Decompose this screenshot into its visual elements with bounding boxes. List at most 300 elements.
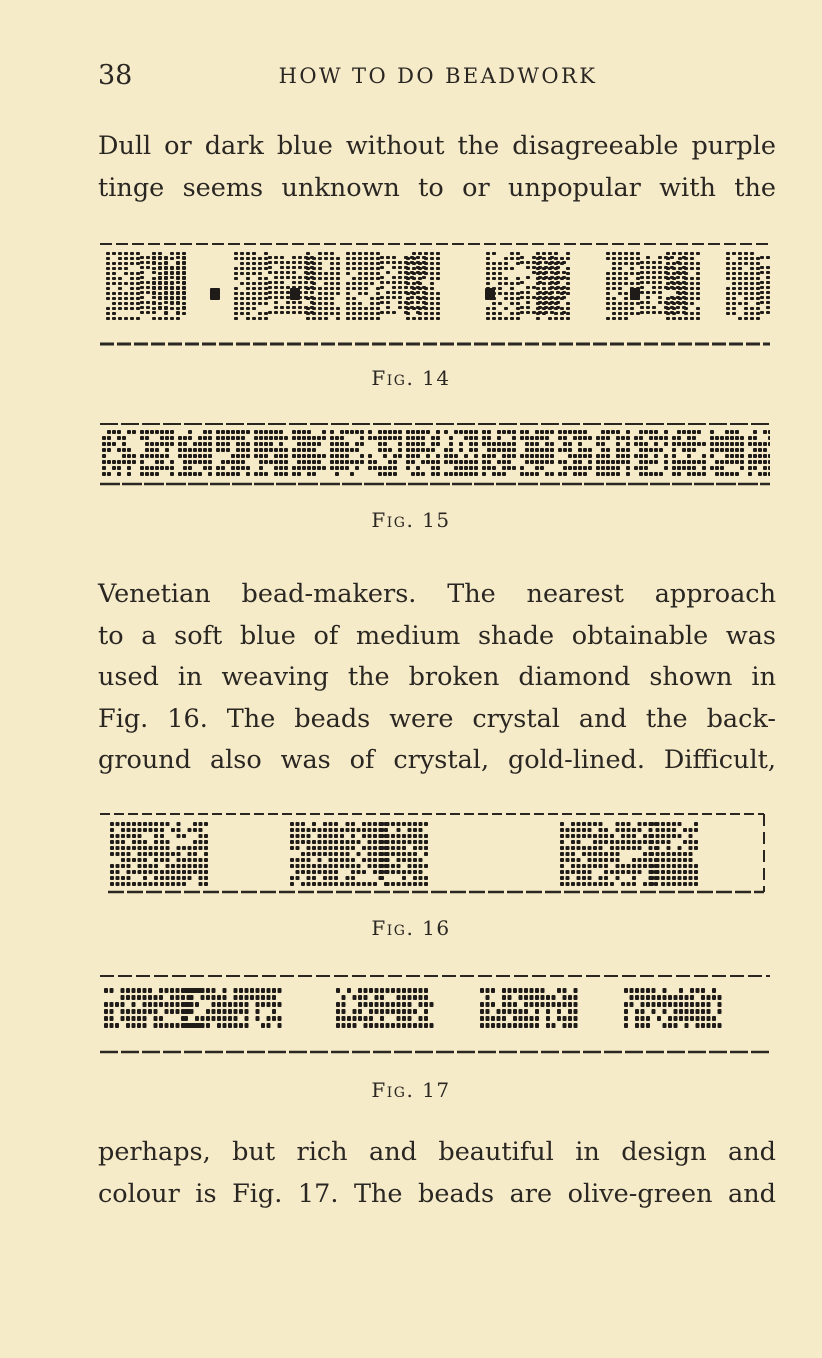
bead	[618, 292, 622, 295]
bead	[606, 472, 610, 476]
bead	[636, 257, 640, 260]
bead	[571, 858, 575, 862]
bead	[542, 267, 546, 270]
bead	[146, 266, 150, 269]
bead	[540, 436, 544, 440]
bead	[486, 312, 490, 315]
bead	[127, 834, 131, 838]
bead	[137, 995, 141, 1000]
bead	[140, 472, 144, 476]
bead	[485, 288, 495, 300]
bead	[362, 822, 366, 826]
bead	[336, 988, 340, 993]
bead	[732, 312, 736, 315]
bead	[106, 267, 110, 270]
bead	[616, 448, 620, 452]
bead	[292, 281, 296, 284]
bead	[145, 472, 149, 476]
bead	[563, 988, 567, 993]
bead	[152, 317, 156, 320]
bead	[639, 448, 643, 452]
bead	[624, 1009, 628, 1014]
bead	[696, 317, 700, 320]
bead	[140, 436, 144, 440]
bead	[318, 277, 322, 280]
bead	[104, 1009, 108, 1014]
bead	[582, 822, 586, 826]
bead	[398, 276, 402, 279]
bead	[583, 472, 587, 476]
bead	[658, 281, 662, 284]
bead	[364, 317, 368, 320]
bead	[373, 822, 377, 826]
bead	[725, 430, 729, 434]
bead	[652, 988, 656, 993]
figure-16-caption: Fig. 16	[371, 916, 451, 940]
bead	[107, 460, 111, 464]
bead	[573, 430, 577, 434]
bead	[486, 257, 490, 260]
bead	[392, 281, 396, 284]
bead	[535, 454, 539, 458]
bead	[486, 307, 490, 310]
bead	[258, 282, 262, 285]
bead	[380, 864, 384, 868]
bead	[636, 282, 640, 285]
bead	[710, 448, 714, 452]
bead	[588, 882, 592, 886]
bead	[612, 307, 616, 310]
bead	[329, 822, 333, 826]
bead	[258, 312, 262, 315]
bead	[606, 454, 610, 458]
bead	[413, 864, 417, 868]
bead	[626, 448, 630, 452]
bead	[195, 1016, 199, 1021]
bead	[335, 472, 339, 476]
text-line: to a soft blue of medium shade obtainable was	[98, 620, 776, 651]
bead	[212, 988, 216, 993]
bead	[368, 858, 372, 862]
bead	[130, 282, 134, 285]
bead	[199, 822, 203, 826]
bead	[380, 311, 384, 314]
bead	[226, 436, 230, 440]
bead	[216, 466, 220, 470]
bead	[206, 995, 210, 1000]
bead	[330, 454, 334, 458]
bead	[112, 252, 116, 255]
bead	[148, 1009, 152, 1014]
bead	[413, 846, 417, 850]
bead	[112, 317, 116, 320]
bead	[364, 292, 368, 295]
bead	[358, 1016, 362, 1021]
bead	[542, 272, 546, 275]
bead	[611, 460, 615, 464]
bead	[402, 840, 406, 844]
bead	[744, 307, 748, 310]
bead	[170, 307, 174, 310]
bead	[726, 272, 730, 275]
bead	[406, 272, 410, 275]
bead	[245, 1002, 249, 1007]
bead	[160, 858, 164, 862]
bead	[345, 466, 349, 470]
bead	[292, 448, 296, 452]
bead	[138, 882, 142, 886]
bead	[535, 1023, 539, 1028]
bead	[646, 1002, 650, 1007]
bead	[335, 460, 339, 464]
bead	[193, 828, 197, 832]
bead	[560, 876, 564, 880]
bead	[317, 460, 321, 464]
bead	[306, 252, 310, 255]
bead	[492, 262, 496, 265]
bead	[274, 311, 278, 314]
bead	[336, 1023, 340, 1028]
bead	[223, 1023, 227, 1028]
bead	[364, 262, 368, 265]
bead	[492, 454, 496, 458]
bead	[571, 882, 575, 886]
bead	[198, 442, 202, 446]
bead	[732, 267, 736, 270]
bead	[347, 988, 351, 993]
bead	[486, 317, 490, 320]
bead	[621, 828, 625, 832]
bead	[346, 846, 350, 850]
bead	[329, 876, 333, 880]
bead	[118, 267, 122, 270]
bead	[290, 828, 294, 832]
bead	[421, 448, 425, 452]
bead	[520, 296, 524, 299]
bead	[234, 292, 238, 295]
bead	[718, 1002, 722, 1007]
bead	[504, 267, 508, 270]
bead	[666, 282, 670, 285]
bead	[753, 430, 757, 434]
bead	[498, 267, 502, 270]
bead	[261, 1023, 265, 1028]
bead	[393, 466, 397, 470]
bead	[150, 466, 154, 470]
bead	[624, 272, 628, 275]
bead	[307, 858, 311, 862]
bead	[548, 297, 552, 300]
bead	[604, 852, 608, 856]
bead	[198, 460, 202, 464]
bead	[362, 834, 366, 838]
bead	[750, 252, 754, 255]
bead	[530, 460, 534, 464]
bead	[388, 436, 392, 440]
bead	[588, 436, 592, 440]
bead	[352, 267, 356, 270]
bead	[413, 1009, 417, 1014]
bead	[571, 822, 575, 826]
bead	[621, 864, 625, 868]
bead	[380, 296, 384, 299]
bead	[274, 271, 278, 274]
bead	[638, 828, 642, 832]
bead	[679, 995, 683, 1000]
bead	[659, 472, 663, 476]
bead	[274, 466, 278, 470]
bead	[546, 1002, 550, 1007]
bead	[672, 262, 676, 265]
bead	[369, 1016, 373, 1021]
bead	[502, 448, 506, 452]
bead	[145, 430, 149, 434]
bead	[678, 870, 682, 874]
bead	[380, 276, 384, 279]
bead	[246, 312, 250, 315]
bead	[611, 472, 615, 476]
bead	[621, 454, 625, 458]
bead	[318, 846, 322, 850]
bead	[667, 870, 671, 874]
text-line: tinge seems unknown to or unpopular with the	[98, 172, 776, 203]
bead	[130, 307, 134, 310]
bead	[666, 287, 670, 290]
bead	[402, 846, 406, 850]
bead	[380, 286, 384, 289]
bead	[188, 846, 192, 850]
bead	[738, 302, 742, 305]
bead	[426, 430, 430, 434]
bead	[279, 454, 283, 458]
bead	[689, 840, 693, 844]
bead	[322, 436, 326, 440]
bead	[753, 460, 757, 464]
bead	[150, 430, 154, 434]
bead	[193, 448, 197, 452]
bead	[530, 454, 534, 458]
bead	[550, 442, 554, 446]
bead	[261, 995, 265, 1000]
bead	[654, 436, 658, 440]
bead	[411, 430, 415, 434]
bead	[204, 876, 208, 880]
bead	[182, 870, 186, 874]
bead	[424, 822, 428, 826]
figure-14-illustration	[100, 236, 770, 352]
bead	[536, 257, 540, 260]
bead	[626, 430, 630, 434]
bead	[604, 882, 608, 886]
bead	[126, 1009, 130, 1014]
bead	[290, 876, 294, 880]
bead	[121, 834, 125, 838]
bead	[626, 466, 630, 470]
bead	[184, 1009, 188, 1014]
bead	[226, 442, 230, 446]
bead	[301, 828, 305, 832]
bead	[618, 272, 622, 275]
bead	[312, 312, 316, 315]
bead	[301, 858, 305, 862]
bead	[340, 828, 344, 832]
bead	[375, 1002, 379, 1007]
bead	[430, 307, 434, 310]
bead	[419, 1002, 423, 1007]
bead	[621, 870, 625, 874]
bead	[240, 267, 244, 270]
bead	[312, 436, 316, 440]
bead	[560, 277, 564, 280]
bead	[578, 448, 582, 452]
bead	[323, 870, 327, 874]
bead	[143, 858, 147, 862]
bead	[664, 442, 668, 446]
bead	[217, 1002, 221, 1007]
bead	[548, 287, 552, 290]
bead	[304, 281, 308, 284]
bead	[312, 466, 316, 470]
bead	[380, 870, 384, 874]
bead	[560, 312, 564, 315]
bead	[335, 436, 339, 440]
bead	[661, 822, 665, 826]
bead	[112, 430, 116, 434]
bead	[127, 430, 131, 434]
bead	[324, 282, 328, 285]
bead	[431, 442, 435, 446]
bead	[201, 1016, 205, 1021]
bead	[398, 296, 402, 299]
bead	[627, 822, 631, 826]
bead	[182, 307, 186, 310]
bead	[208, 436, 212, 440]
bead	[707, 995, 711, 1000]
bead	[239, 1009, 243, 1014]
bead	[678, 272, 682, 275]
bead	[159, 1002, 163, 1007]
text-line: colour is Fig. 17. The beads are olive-green and	[98, 1178, 776, 1209]
bead	[336, 267, 340, 270]
bead	[646, 261, 650, 264]
bead	[640, 306, 644, 309]
bead	[593, 822, 597, 826]
bead	[188, 430, 192, 434]
bead	[667, 834, 671, 838]
bead	[264, 460, 268, 464]
bead	[380, 834, 384, 838]
bead	[132, 1002, 136, 1007]
bead	[732, 282, 736, 285]
bead	[672, 272, 676, 275]
bead	[297, 448, 301, 452]
bead	[624, 257, 628, 260]
bead	[536, 292, 540, 295]
bead	[182, 272, 186, 275]
bead	[154, 828, 158, 832]
bead	[684, 287, 688, 290]
bead	[292, 466, 296, 470]
bead	[334, 822, 338, 826]
bead	[170, 302, 174, 305]
bead	[302, 466, 306, 470]
bead	[416, 454, 420, 458]
bead	[110, 1009, 114, 1014]
bead	[694, 876, 698, 880]
bead-band-fig-17	[100, 966, 770, 1058]
bead	[258, 267, 262, 270]
bead	[116, 834, 120, 838]
bead	[102, 448, 106, 452]
bead	[683, 828, 687, 832]
bead	[280, 286, 284, 289]
bead	[386, 834, 390, 838]
bead	[369, 1023, 373, 1028]
bead	[672, 466, 676, 470]
bead	[668, 995, 672, 1000]
bead	[124, 257, 128, 260]
bead	[304, 291, 308, 294]
bead	[482, 454, 486, 458]
bead	[160, 822, 164, 826]
bead	[228, 1002, 232, 1007]
bead	[689, 876, 693, 880]
bead	[411, 460, 415, 464]
bead	[418, 277, 422, 280]
bead	[750, 287, 754, 290]
bead	[643, 864, 647, 868]
bead	[520, 436, 524, 440]
bead	[402, 876, 406, 880]
bead	[184, 988, 188, 993]
bead	[618, 257, 622, 260]
bead	[630, 302, 634, 305]
bead	[259, 472, 263, 476]
bead	[140, 271, 144, 274]
bead	[264, 267, 268, 270]
bead	[618, 317, 622, 320]
bead	[154, 995, 158, 1000]
bead	[183, 454, 187, 458]
bead	[560, 822, 564, 826]
bead	[601, 442, 605, 446]
bead	[654, 430, 658, 434]
bead	[758, 460, 762, 464]
bead	[106, 257, 110, 260]
bead	[380, 1002, 384, 1007]
bead	[307, 442, 311, 446]
bead	[234, 1009, 238, 1014]
bead	[672, 834, 676, 838]
bead	[391, 988, 395, 993]
bead	[558, 448, 562, 452]
bead	[611, 466, 615, 470]
bead	[726, 287, 730, 290]
page-number: 38	[98, 60, 133, 91]
bead	[231, 454, 235, 458]
bead	[206, 988, 210, 993]
bead	[640, 311, 644, 314]
bead	[165, 454, 169, 458]
bead	[632, 864, 636, 868]
bead	[563, 460, 567, 464]
bead	[166, 822, 170, 826]
bead	[574, 988, 578, 993]
bead	[753, 448, 757, 452]
bead	[118, 317, 122, 320]
bead	[666, 272, 670, 275]
bead	[334, 876, 338, 880]
